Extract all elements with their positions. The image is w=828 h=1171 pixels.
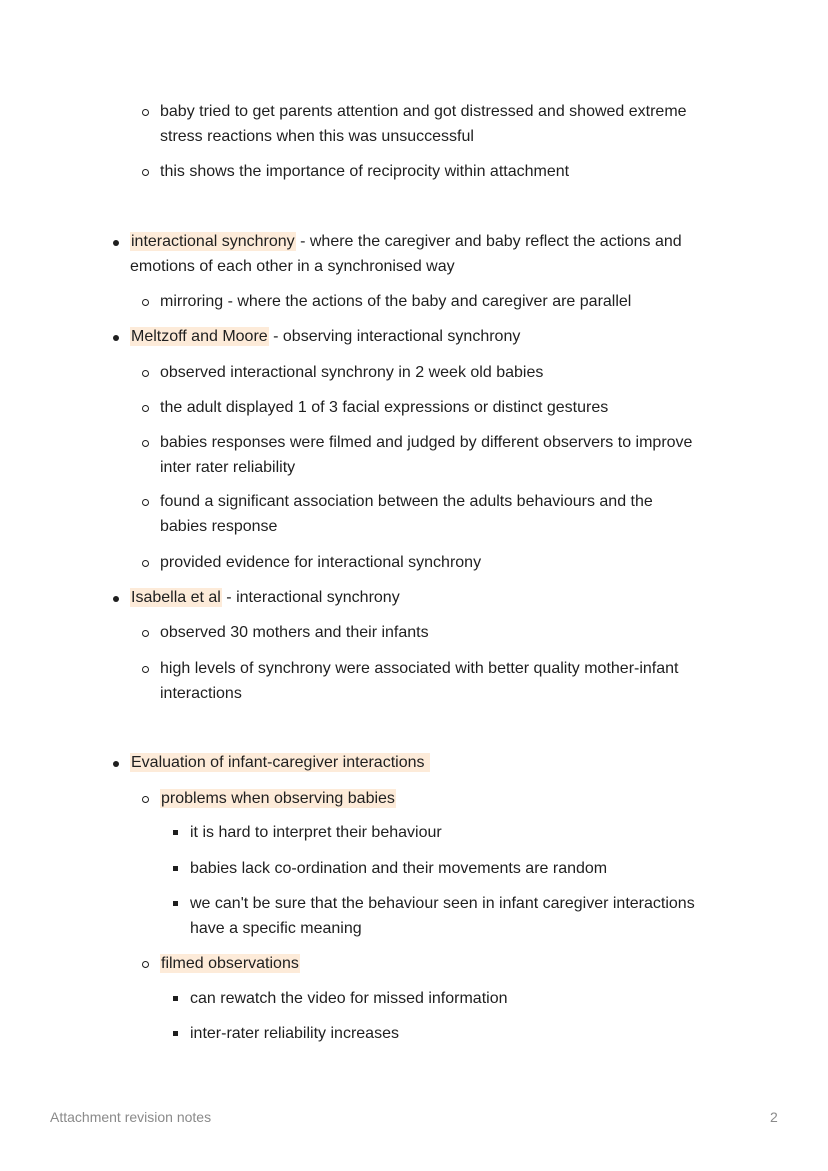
subheading-filmed-observations — [160, 951, 300, 976]
section-heading-evaluation — [130, 750, 430, 775]
circle-bullet-icon — [142, 499, 149, 506]
list-item-continuation: interactions — [160, 685, 242, 702]
section-heading-isabella — [130, 585, 400, 610]
highlighted-subheading: filmed observations — [161, 955, 299, 972]
disc-bullet-icon — [113, 240, 119, 246]
list-item: mirroring - where the actions of the baby and caregiver are parallel — [160, 293, 632, 310]
circle-bullet-icon — [142, 560, 149, 567]
disc-bullet-icon — [113, 761, 119, 767]
list-item: it is hard to interpret their behaviour — [190, 824, 442, 841]
list-item-continuation: stress reactions when this was unsuccessful — [160, 128, 474, 145]
square-bullet-icon — [173, 901, 178, 906]
list-item-continuation: babies response — [160, 518, 278, 535]
footer-title: Attachment revision notes — [50, 1109, 212, 1125]
list-item: high levels of synchrony were associated with better quality mother-infant — [160, 660, 679, 677]
list-item: provided evidence for interactional synchrony — [160, 554, 482, 571]
definition-text: - observing interactional synchrony — [268, 328, 521, 345]
circle-bullet-icon — [142, 169, 149, 176]
list-item: baby tried to get parents attention and got distressed and showed extreme — [160, 103, 687, 120]
circle-bullet-icon — [142, 796, 149, 803]
list-item: inter-rater reliability increases — [190, 1025, 399, 1042]
highlighted-term: Evaluation of infant-caregiver interactions — [130, 753, 430, 772]
square-bullet-icon — [173, 866, 178, 871]
circle-bullet-icon — [142, 630, 149, 637]
circle-bullet-icon — [142, 109, 149, 116]
definition-text: - where the caregiver and baby reflect the actions and — [295, 233, 682, 250]
circle-bullet-icon — [142, 440, 149, 447]
list-item: can rewatch the video for missed information — [190, 990, 508, 1007]
list-item: babies responses were filmed and judged by different observers to improve — [160, 434, 693, 451]
circle-bullet-icon — [142, 299, 149, 306]
highlighted-term: interactional synchrony — [131, 233, 295, 250]
list-item-continuation: emotions of each other in a synchronised way — [130, 258, 455, 275]
definition-text: - interactional synchrony — [221, 589, 400, 606]
highlighted-term: Isabella et al — [131, 589, 221, 606]
highlighted-term: Meltzoff and Moore — [131, 328, 268, 345]
square-bullet-icon — [173, 830, 178, 835]
list-item: observed interactional synchrony in 2 week old babies — [160, 364, 544, 381]
circle-bullet-icon — [142, 370, 149, 377]
list-item: babies lack co-ordination and their movements are random — [190, 860, 608, 877]
list-item: observed 30 mothers and their infants — [160, 624, 429, 641]
section-heading-interactional-synchrony — [130, 229, 682, 254]
list-item-continuation: inter rater reliability — [160, 459, 296, 476]
section-heading-meltzoff-moore — [130, 324, 520, 349]
list-item: found a significant association between the adults behaviours and the — [160, 493, 653, 510]
list-item: this shows the importance of reciprocity within attachment — [160, 163, 570, 180]
circle-bullet-icon — [142, 405, 149, 412]
circle-bullet-icon — [142, 961, 149, 968]
disc-bullet-icon — [113, 335, 119, 341]
square-bullet-icon — [173, 996, 178, 1001]
square-bullet-icon — [173, 1031, 178, 1036]
list-item: we can't be sure that the behaviour seen in infant caregiver interactions — [190, 895, 695, 912]
page-number: 2 — [770, 1109, 778, 1125]
highlighted-subheading: problems when observing babies — [161, 790, 395, 807]
list-item-continuation: have a specific meaning — [190, 920, 362, 937]
circle-bullet-icon — [142, 666, 149, 673]
subheading-problems — [160, 786, 396, 811]
disc-bullet-icon — [113, 596, 119, 602]
list-item: the adult displayed 1 of 3 facial expressions or distinct gestures — [160, 399, 609, 416]
